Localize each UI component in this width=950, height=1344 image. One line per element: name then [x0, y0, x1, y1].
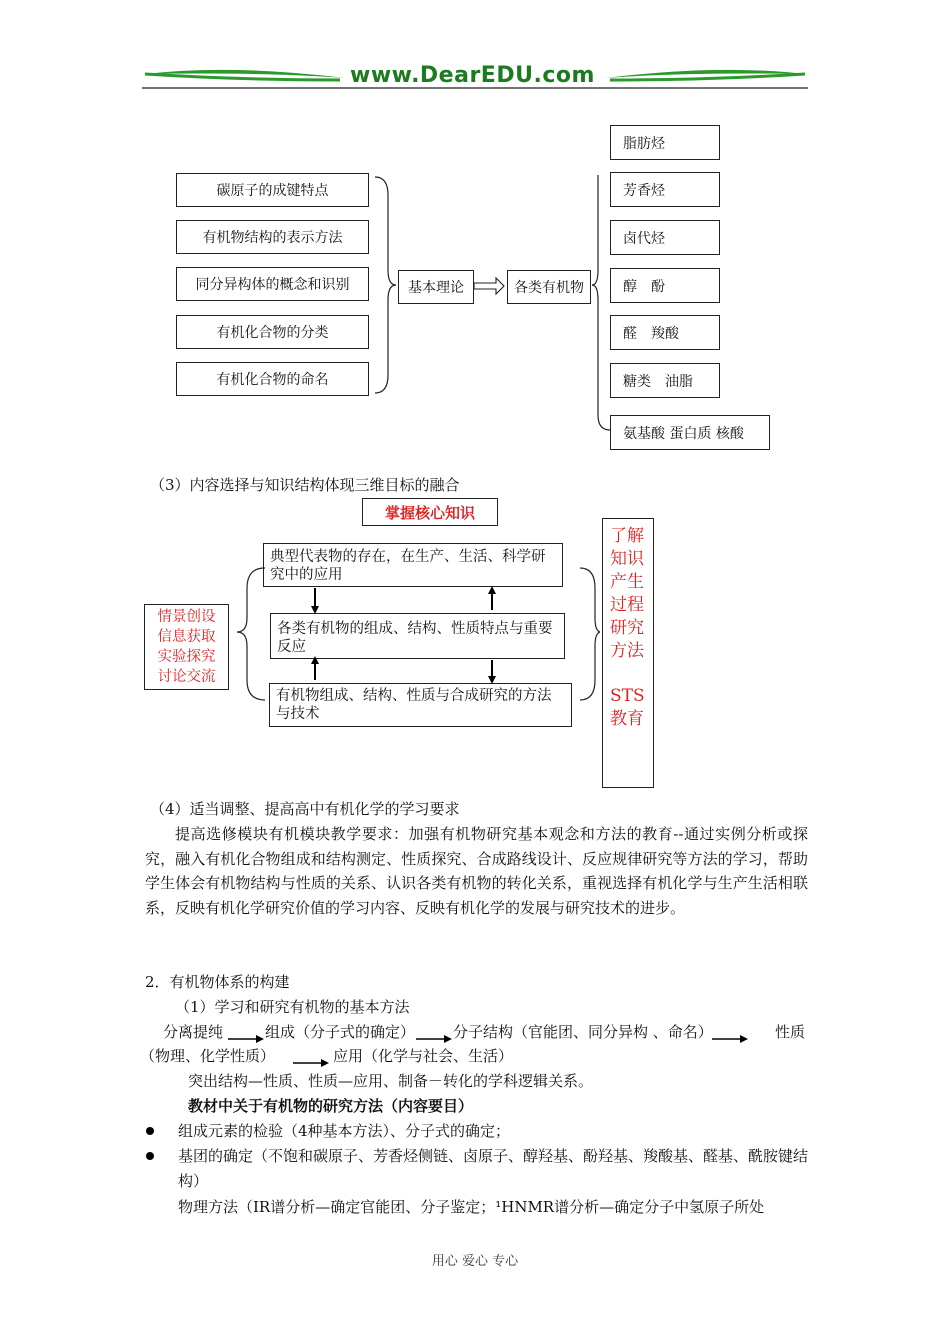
- flow-arrows: [0, 1020, 950, 1070]
- physical-methods-text: 物理方法（IR谱分析—确定官能团、分子鉴定；¹HNMR谱分析—确定分子中氢原子所处: [178, 1198, 765, 1216]
- right-item-1: 脂肪烃: [610, 125, 720, 160]
- center-box: 基本理论: [398, 270, 474, 304]
- goals-line-5: 研究: [610, 618, 644, 638]
- methods-line-2: 信息获取: [157, 629, 216, 645]
- goals-line-2: 知识: [610, 549, 644, 569]
- right-item-3: 卤代烃: [610, 220, 720, 255]
- methods-line-4: 讨论交流: [157, 669, 216, 685]
- right-item-4: 醇 酚: [610, 268, 720, 303]
- flow-step-1: 分离提纯: [163, 1023, 224, 1041]
- content-box-1: 典型代表物的存在，在生产、生活、科学研究中的应用: [263, 543, 563, 587]
- methods-heading: 教材中关于有机物的研究方法（内容要目）: [188, 1097, 474, 1115]
- right-item-2: 芳香烃: [610, 172, 720, 207]
- content-box-3: 有机物组成、结构、性质与合成研究的方法与技术: [269, 683, 572, 727]
- methods-line-1: 情景创设: [157, 609, 216, 625]
- flow-step-4b: （物理、化学性质）: [140, 1047, 276, 1065]
- goals-label-box: [602, 518, 654, 788]
- goals-line-1: 了解: [610, 526, 644, 546]
- flow-step-5: 应用（化学与社会、生活）: [333, 1047, 514, 1065]
- page-footer: 用心 爱心 专心: [431, 1254, 519, 1269]
- left-item-3: 同分异构体的概念和识别: [176, 267, 369, 301]
- goals-line-6: 方法: [610, 641, 644, 661]
- methods-line-3: 实验探究: [157, 649, 216, 665]
- flow-step-3: 分子结构（官能团、同分异构 、命名）: [453, 1023, 713, 1041]
- middle-box: 各类有机物: [507, 270, 591, 304]
- section4-body: 提高选修模块有机模块教学要求：加强有机物研究基本观念和方法的教育--通过实例分析或探究，融入有机化合物组成和结构测定、性质探究、合成路线设计、反应规律研究等方法的学习，帮助学生体会有机物结构与性质的关系、认识各类有机物的转化关系，重视选择有机化学与生产生活相联系，反映有机化学研究价值的学习内容、反映有机化学的发展与研究技术的进步。: [145, 825, 808, 917]
- emphasis-text: 突出结构—性质、性质—应用、制备－转化的学科逻辑关系。: [188, 1072, 594, 1090]
- left-item-2: 有机物结构的表示方法: [176, 220, 369, 254]
- diagram2-connectors: [225, 540, 600, 740]
- left-item-5: 有机化合物的命名: [176, 362, 369, 396]
- right-item-6: 糖类 油脂: [610, 363, 720, 398]
- bullet-1-text: 组成元素的检验（4种基本方法）、分子式的确定；: [178, 1122, 511, 1140]
- left-item-4: 有机化合物的分类: [176, 315, 369, 349]
- flow-step-2: 组成（分子式的确定）: [265, 1023, 416, 1041]
- diagram1-connectors: [370, 175, 615, 445]
- goals-line-7: STS: [610, 686, 645, 706]
- section2-title: 2．有机物体系的构建: [145, 973, 290, 991]
- right-item-7: 氨基酸 蛋白质 核酸: [610, 415, 770, 450]
- goals-line-3: 产生: [610, 572, 644, 592]
- bullet-2: [146, 1152, 154, 1160]
- site-logo[interactable]: www.DearEDU.com: [350, 63, 595, 88]
- bullet-1: [146, 1127, 154, 1135]
- methods-label-box: [144, 604, 229, 690]
- bullet-2-text: 基团的确定（不饱和碳原子、芳香烃侧链、卤原子、醇羟基、酚羟基、羧酸基、醛基、酰胺键结构）: [178, 1147, 809, 1190]
- content-box-2: 各类有机物的组成、结构、性质特点与重要反应: [270, 613, 565, 659]
- goals-line-8: 教育: [610, 709, 644, 729]
- subsection1-title: （1）学习和研究有机物的基本方法: [175, 998, 410, 1016]
- right-item-5: 醛 羧酸: [610, 315, 720, 350]
- section3-title: （3）内容选择与知识结构体现三维目标的融合: [150, 476, 460, 494]
- goals-line-4: 过程: [610, 595, 644, 615]
- core-knowledge-label: 掌握核心知识: [362, 498, 498, 526]
- flow-step-4: 性质: [775, 1023, 806, 1041]
- left-item-1: 碳原子的成键特点: [176, 173, 369, 207]
- section4-title: （4）适当调整、提高高中有机化学的学习要求: [150, 800, 460, 818]
